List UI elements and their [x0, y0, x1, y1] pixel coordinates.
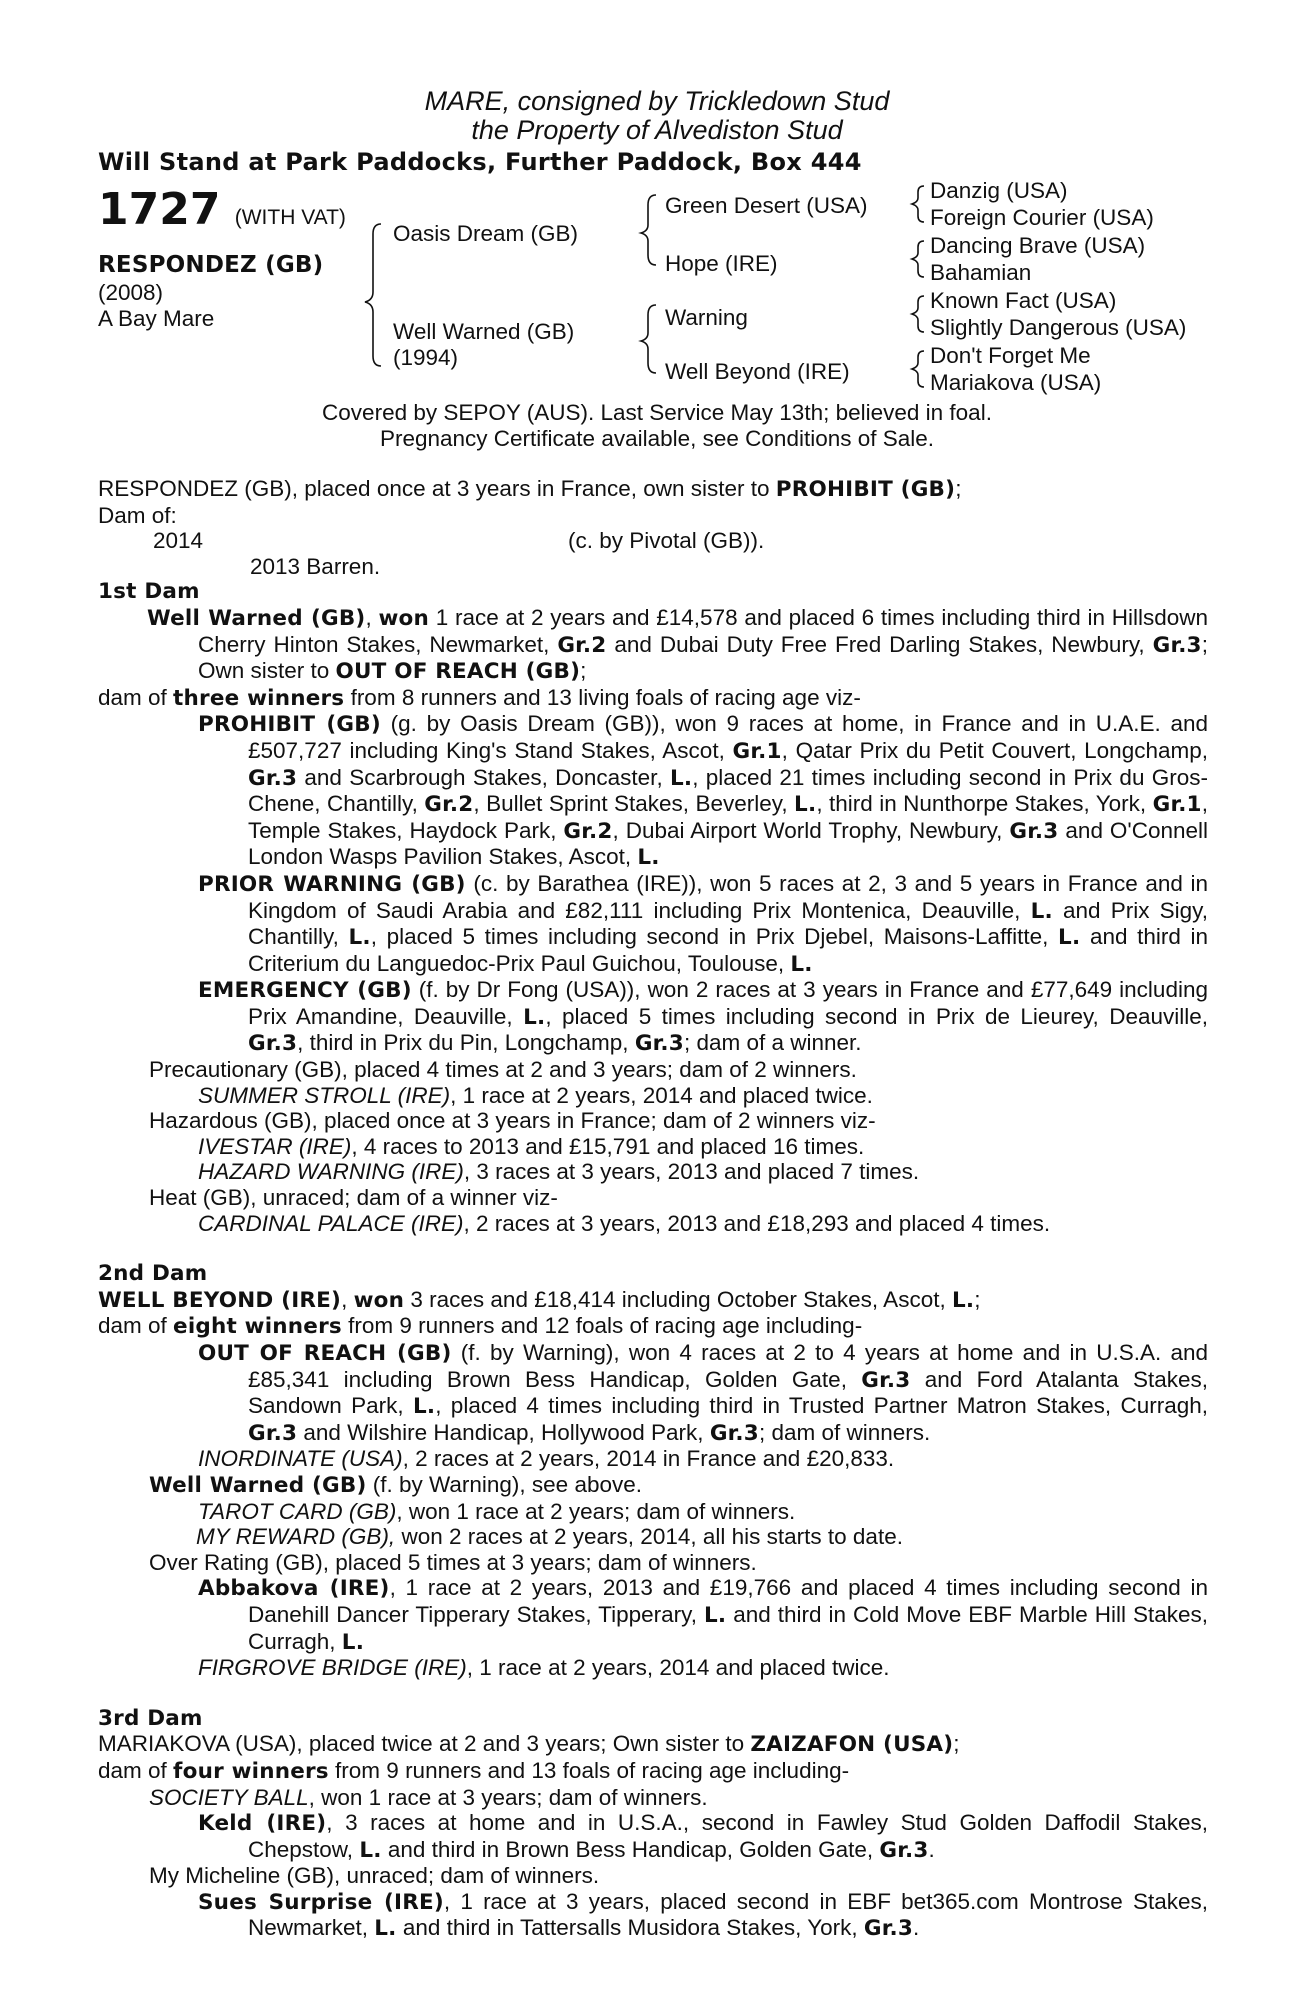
text-run: Sues Surprise (IRE)	[198, 1889, 444, 1915]
foal-out-of-reach	[98, 1340, 1208, 1446]
brace-main	[365, 224, 381, 366]
grandfoal-inordinate	[98, 1446, 1208, 1472]
horse-name: RESPONDEZ (GB)	[98, 252, 324, 278]
foal-hazardous: Hazardous (GB), placed once at 3 years in France; dam of 2 winners viz-	[149, 1108, 876, 1134]
grandfoal-summer-stroll	[98, 1083, 1208, 1109]
grandfoal-abbakova	[98, 1575, 1208, 1655]
text-run: L.	[669, 765, 693, 791]
pedigree-dam-sire: Warning	[665, 305, 748, 330]
first-dam-produce	[98, 685, 1208, 712]
dam-of-label: Dam of:	[98, 502, 177, 528]
text-run: L.	[794, 792, 817, 818]
foal-well-warned	[98, 1472, 1208, 1499]
text-run: , Qatar Prix du Petit Couvert, Longchamp,	[781, 737, 1208, 763]
text-run: FIRGROVE BRIDGE (IRE)	[198, 1655, 467, 1681]
text-run: Gr.3	[861, 1367, 911, 1393]
brace-ds	[912, 296, 924, 332]
text-run: L.	[1058, 925, 1081, 951]
text-run: L.	[341, 1629, 365, 1655]
text-run: PROHIBIT (GB)	[198, 712, 381, 738]
grandfoal-keld	[98, 1810, 1208, 1863]
lot-number: 1727	[98, 184, 221, 235]
pedigree-ssd: Foreign Courier (USA)	[930, 205, 1154, 230]
text-run: ;	[974, 1286, 981, 1312]
text-run: , 1 race at 2 years, 2014 and placed twice.	[466, 1655, 890, 1681]
text-run: three winners	[173, 685, 345, 711]
text-run: Gr.3	[1009, 818, 1059, 844]
text-run: ; dam of winners.	[758, 1419, 931, 1445]
text-run: , 3 races at home and in U.S.A., second in Fawley Stud Golden Daffodil Stakes, Chepstow,	[248, 1810, 1208, 1862]
text-run: Gr.3	[248, 765, 298, 791]
text-run: eight winners	[173, 1314, 342, 1340]
text-run: and third in Brown Bess Handicap, Golden Gate,	[381, 1836, 880, 1862]
foal-society-ball	[98, 1785, 1208, 1811]
pedigree-dsd: Slightly Dangerous (USA)	[930, 315, 1187, 340]
first-dam-heading: 1st Dam	[98, 579, 200, 605]
text-run: L.	[703, 1602, 727, 1628]
text-run: ,	[341, 1286, 354, 1312]
produce-2014: 2014 (c. by Pivotal (GB)).	[153, 528, 765, 554]
brace-dam	[641, 305, 656, 373]
text-run: , Bullet Sprint Stakes, Beverley,	[473, 791, 795, 817]
text-run: ,	[365, 604, 379, 630]
text-run: , Dubai Airport World Trophy, Newbury,	[612, 817, 1010, 843]
grandfoal-tarot-card	[98, 1499, 1208, 1525]
text-run: L.	[1030, 898, 1053, 924]
pedigree-sdd: Bahamian	[930, 260, 1032, 285]
text-run: dam of	[98, 1313, 174, 1339]
pedigree-dds: Don't Forget Me	[930, 343, 1091, 368]
text-run: OUT OF REACH (GB)	[198, 1341, 452, 1366]
stabling-line: Will Stand at Park Paddocks, Further Paddock, Box 444	[98, 148, 862, 176]
text-run: L.	[790, 951, 813, 977]
third-dam-heading: 3rd Dam	[98, 1705, 203, 1731]
text-run: Gr.3	[248, 1420, 298, 1446]
text-run: HAZARD WARNING (IRE)	[198, 1159, 464, 1185]
text-run: , 2 races at 3 years, 2013 and £18,293 and placed 4 times.	[463, 1210, 1051, 1236]
text-run: from 9 runners and 12 foals of racing age including-	[341, 1313, 863, 1339]
text-run: 3 races and £18,414 including October Stakes, Ascot,	[404, 1286, 952, 1312]
property-line: the Property of Alvediston Stud	[471, 115, 843, 145]
text-run: Keld (IRE)	[198, 1811, 327, 1837]
text-run: 1 race at 2 years and £14,578 and placed 6 times including third in Hillsdown Cherry Hinton Stakes, Newmarket,	[198, 604, 1208, 657]
pedigree-dss: Known Fact (USA)	[930, 288, 1117, 313]
pedigree-sss: Danzig (USA)	[930, 178, 1068, 203]
text-run: L.	[412, 1394, 436, 1420]
text-run: .	[928, 1836, 935, 1862]
produce-2013: 2013 Barren.	[250, 553, 381, 579]
pedigree-sds: Dancing Brave (USA)	[930, 233, 1146, 258]
text-run: (f. by Warning), won 4 races at 2 to 4 years at home and in U.S.A. and £85,341 including Brown Bess Handicap, Golden Gate,	[248, 1340, 1208, 1392]
text-run: from 8 runners and 13 living foals of racing age viz-	[344, 684, 861, 710]
third-dam-record	[98, 1731, 1208, 1758]
text-run: L.	[374, 1916, 397, 1942]
text-run: and Scarbrough Stakes, Doncaster,	[297, 764, 670, 790]
pedigree-ddd: Mariakova (USA)	[930, 370, 1102, 395]
text-run: (c. by Barathea (IRE)), won 5 races at 2, 3 and 5 years in France and in Kingdom of Saudi Arabia and £82,111 including Prix Montenica, Deauville,	[248, 870, 1208, 923]
text-run: Gr.3	[879, 1837, 929, 1863]
covered-line: Covered by SEPOY (AUS). Last Service May 13th; believed in foal.	[322, 400, 992, 425]
text-run: and O'Connell London Wasps Pavilion Stakes, Ascot,	[248, 817, 1208, 870]
text-run: and Prix Sigy, Chantilly,	[248, 897, 1208, 950]
text-run: ZAIZAFON (USA)	[750, 1732, 954, 1758]
certificate-line: Pregnancy Certificate available, see Conditions of Sale.	[379, 426, 935, 451]
pedigree-dam: Well Warned (GB)	[393, 319, 575, 344]
text-run: four winners	[173, 1758, 329, 1784]
text-run: dam of	[98, 684, 174, 710]
text-run: .	[913, 1915, 920, 1941]
text-run: ;	[580, 658, 587, 684]
text-run: , 1 race at 2 years, 2013 and £19,766 and placed 4 times including second in Danehill Dancer Tipperary Stakes, Tipperary,	[248, 1575, 1208, 1627]
text-run: SUMMER STROLL (IRE)	[198, 1082, 451, 1108]
text-run: won 2 races at 2 years, 2014, all his starts to date.	[395, 1524, 903, 1550]
text-run: L.	[523, 1004, 546, 1030]
third-dam-produce	[98, 1758, 1208, 1785]
foal-prohibit	[98, 711, 1208, 871]
text-run: WELL BEYOND (IRE)	[98, 1287, 342, 1313]
text-run: Gr.3	[634, 1031, 684, 1057]
text-run: Gr.3	[709, 1420, 759, 1446]
text-run: Well Warned (GB)	[147, 605, 366, 631]
text-run: MARIAKOVA (USA), placed twice at 2 and 3 years; Own sister to	[98, 1731, 751, 1757]
text-run: dam of	[98, 1757, 174, 1783]
text-run: L.	[359, 1837, 382, 1863]
text-run: , 4 races to 2013 and £15,791 and placed 16 times.	[351, 1133, 865, 1159]
text-run: from 9 runners and 13 foals of racing age including-	[328, 1757, 850, 1783]
text-run: , won 1 race at 2 years; dam of winners.	[396, 1498, 796, 1524]
text-run: and third in Cold Move EBF Marble Hill Stakes, Curragh,	[248, 1601, 1208, 1654]
text-run: SOCIETY BALL	[149, 1784, 309, 1810]
text-run: Well Warned (GB)	[149, 1472, 367, 1498]
text-run: , 1 race at 2 years, 2014 and placed twice.	[450, 1082, 873, 1108]
second-dam-produce	[98, 1313, 1208, 1340]
foal-heat: Heat (GB), unraced; dam of a winner viz-	[149, 1185, 558, 1211]
text-run: L.	[348, 925, 371, 951]
foal-emergency	[98, 977, 1208, 1057]
pedigree-sire-dam: Hope (IRE)	[665, 251, 778, 276]
vat-note: (WITH VAT)	[234, 206, 346, 229]
text-run: , third in Prix du Pin, Longchamp,	[297, 1030, 635, 1056]
text-run: , won 1 race at 3 years; dam of winners.	[308, 1784, 708, 1810]
text-run: , placed 21 times including second in Prix du Gros-Chene, Chantilly,	[248, 764, 1208, 817]
text-run: EMERGENCY (GB)	[198, 978, 412, 1004]
text-run: , 2 races at 2 years, 2014 in France and £20,833.	[402, 1446, 895, 1472]
second-dam-record	[98, 1287, 1208, 1314]
text-run: ;	[953, 1731, 960, 1757]
text-run: Gr.2	[557, 632, 607, 658]
text-run: Gr.1	[732, 738, 782, 764]
pedigree-sire-sire: Green Desert (USA)	[665, 193, 868, 218]
pedigree-dam-year: (1994)	[393, 345, 459, 370]
text-run: PRIOR WARNING (GB)	[198, 871, 466, 897]
second-dam-heading: 2nd Dam	[98, 1261, 208, 1287]
text-run: , 1 race at 3 years, placed second in EBF bet365.com Montrose Stakes, Newmarket,	[248, 1888, 1208, 1941]
foal-my-micheline: My Micheline (GB), unraced; dam of winners.	[149, 1863, 600, 1889]
text-run: OUT OF REACH (GB)	[335, 659, 581, 685]
brace-sire	[641, 195, 656, 265]
text-run: won	[353, 1287, 405, 1313]
text-run: Gr.2	[563, 818, 613, 844]
text-run: MY REWARD (GB),	[196, 1524, 396, 1550]
foal-precautionary: Precautionary (GB), placed 4 times at 2 and 3 years; dam of 2 winners.	[149, 1057, 857, 1083]
text-run: Gr.3	[863, 1916, 914, 1942]
grandfoal-firgrove-bridge	[98, 1655, 1208, 1681]
first-dam-record	[98, 605, 1208, 685]
text-run: L.	[637, 845, 660, 871]
text-run: ; Own sister to	[198, 631, 1208, 684]
catalogue-body	[98, 476, 1208, 1942]
text-run: L.	[951, 1287, 975, 1313]
grandfoal-hazard-warning	[98, 1159, 1208, 1185]
brace-dd	[912, 351, 924, 387]
text-run: Abbakova (IRE)	[198, 1576, 390, 1602]
text-run: , Temple Stakes, Haydock Park,	[248, 791, 1208, 843]
foal-prior-warning	[98, 871, 1208, 977]
text-run: (g. by Oasis Dream (GB)), won 9 races at home, in France and in U.A.E. and £507,727 including King's Stand Stakes, Ascot,	[248, 711, 1208, 763]
text-run: CARDINAL PALACE (IRE)	[198, 1210, 464, 1236]
text-run: won	[378, 605, 429, 631]
text-run: and third in Criterium du Languedoc-Prix Paul Guichou, Toulouse,	[248, 924, 1208, 976]
text-run: Gr.2	[424, 792, 474, 818]
text-run: ; dam of a winner.	[683, 1030, 862, 1056]
pedigree-dam-dam: Well Beyond (IRE)	[665, 359, 850, 384]
text-run: (f. by Warning), see above.	[366, 1471, 643, 1497]
text-run: , 3 races at 3 years, 2013 and placed 7 times.	[463, 1159, 920, 1185]
text-run: (f. by Dr Fong (USA)), won 2 races at 3 years in France and £77,649 including Prix Amandine, Deauville,	[248, 977, 1208, 1029]
text-run: , placed 5 times including second in Prix de Lieurey, Deauville,	[545, 1003, 1208, 1029]
text-run: TAROT CARD (GB)	[198, 1498, 397, 1524]
text-run: and Ford Atalanta Stakes, Sandown Park,	[248, 1366, 1208, 1419]
text-run: and third in Tattersalls Musidora Stakes, York,	[396, 1915, 864, 1941]
text-run: , third in Nunthorpe Stakes, York,	[816, 791, 1153, 817]
text-run: IVESTAR (IRE)	[198, 1133, 352, 1159]
pedigree-sire: Oasis Dream (GB)	[393, 221, 579, 246]
consignor-line: MARE, consigned by Trickledown Stud	[424, 86, 890, 116]
horse-description: A Bay Mare	[98, 306, 215, 331]
foaling-year: (2008)	[98, 280, 164, 305]
brace-ss	[912, 186, 924, 222]
grandfoal-ivestar	[98, 1134, 1208, 1160]
text-run: INORDINATE (USA)	[198, 1446, 403, 1472]
intro-line: RESPONDEZ (GB), placed once at 3 years in France, own sister to PROHIBIT (GB);	[98, 476, 962, 502]
grandfoal-sues-surprise	[98, 1889, 1208, 1942]
grandfoal-cardinal-palace	[98, 1211, 1208, 1237]
text-run: Gr.1	[1152, 792, 1202, 818]
text-run: , placed 5 times including second in Prix Djebel, Maisons-Laffitte,	[370, 924, 1059, 950]
text-run: Gr.3	[1152, 632, 1202, 658]
brace-sd	[912, 241, 924, 277]
text-run: and Wilshire Handicap, Hollywood Park,	[297, 1419, 710, 1445]
great-grandfoal-my-reward	[98, 1524, 1208, 1550]
text-run: , placed 4 times including third in Trusted Partner Matron Stakes, Curragh,	[435, 1393, 1209, 1419]
foal-over-rating: Over Rating (GB), placed 5 times at 3 years; dam of winners.	[149, 1549, 757, 1575]
text-run: and Dubai Duty Free Fred Darling Stakes, Newbury,	[606, 631, 1153, 657]
text-run: Gr.3	[248, 1031, 298, 1057]
